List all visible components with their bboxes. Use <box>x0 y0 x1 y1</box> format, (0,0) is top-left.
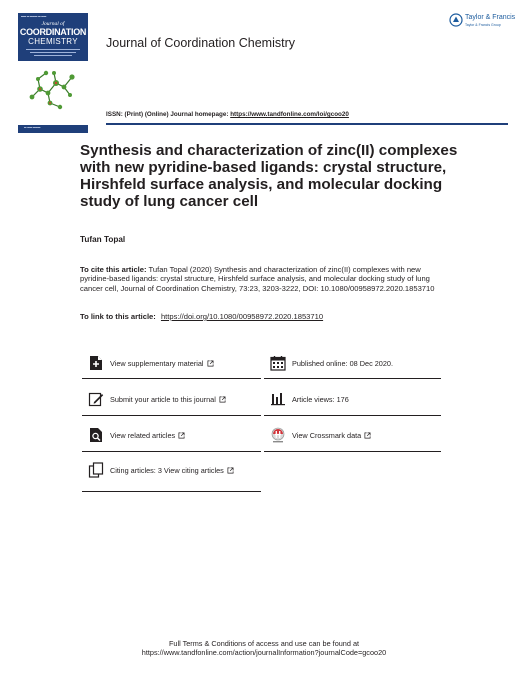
issn-label: ISSN: (Print) (Online) Journal homepage: <box>106 111 229 118</box>
submit-label: Submit your article to this journal <box>110 395 216 404</box>
citing-label: Citing articles: 3 View citing articles <box>110 466 224 475</box>
cover-fine-print: ▬▬ ▬ ▬▬▬ ▬ ▬▬ <box>21 15 47 18</box>
crossmark-label: View Crossmark data <box>292 431 362 440</box>
article-views <box>270 390 448 414</box>
external-link-icon <box>219 396 226 403</box>
external-link-icon <box>364 432 371 439</box>
divider <box>264 415 441 416</box>
published-date <box>270 354 448 378</box>
publisher-tagline: Taylor & Francis Group <box>465 23 501 27</box>
calendar-icon <box>270 355 286 371</box>
view-related-button[interactable] <box>88 426 266 450</box>
views-label: Article views: 176 <box>292 395 349 404</box>
publisher-logo[interactable] <box>449 12 519 36</box>
copy-documents-icon <box>88 462 104 478</box>
supplementary-label: View supplementary material <box>110 359 204 368</box>
article-title: Synthesis and characterization of zinc(II) complexes with new pyridine-based ligands: crystal structure, Hirshfeld surface analysis, and molecular docking study of lung cancer cell <box>80 142 458 210</box>
view-supplementary-button[interactable] <box>88 354 266 378</box>
bar-chart-icon <box>270 391 286 407</box>
cover-footer-print: ▬ ▬▬ ▬▬▬ <box>24 126 41 129</box>
journal-homepage-link[interactable]: https://www.tandfonline.com/loi/gcoo20 <box>230 111 349 118</box>
cover-coordination: COORDINATION <box>19 27 87 37</box>
header-divider <box>106 123 508 125</box>
citation-block <box>80 265 440 293</box>
divider <box>82 491 261 492</box>
divider <box>82 451 261 452</box>
view-crossmark-button[interactable] <box>270 426 448 450</box>
external-link-icon <box>227 467 234 474</box>
doi-link[interactable]: https://doi.org/10.1080/00958972.2020.1853710 <box>160 312 324 321</box>
publisher-name: Taylor & Francis <box>465 14 516 21</box>
divider <box>82 378 261 379</box>
cover-text-lines <box>24 48 82 58</box>
cover-chemistry: CHEMISTRY <box>28 37 78 46</box>
article-link-label: To link to this article: <box>80 312 156 321</box>
footer <box>0 639 528 657</box>
view-citing-articles-button[interactable] <box>88 461 266 485</box>
submit-article-button[interactable] <box>88 390 266 414</box>
divider <box>264 378 441 379</box>
cover-journal-of: Journal of <box>41 21 65 27</box>
document-plus-icon <box>88 355 104 371</box>
external-link-icon <box>178 432 185 439</box>
published-label: Published online: 08 Dec 2020. <box>292 359 394 368</box>
crossmark-icon <box>270 427 286 443</box>
article-link-line <box>80 312 323 321</box>
external-link-icon <box>207 360 214 367</box>
divider <box>264 451 441 452</box>
related-label: View related articles <box>110 431 176 440</box>
journal-title: Journal of Coordination Chemistry <box>106 36 295 50</box>
journal-cover <box>18 13 88 129</box>
edit-pencil-icon <box>88 391 104 407</box>
document-search-icon <box>88 427 104 443</box>
molecule-icon <box>26 63 80 115</box>
issn-line <box>106 111 349 118</box>
footer-terms-line: Full Terms & Conditions of access and use can be found at <box>168 639 360 648</box>
divider <box>82 415 261 416</box>
citation-label: To cite this article: <box>80 265 147 274</box>
author-name: Tufan Topal <box>80 235 126 244</box>
publisher-emblem-icon <box>449 13 463 27</box>
citation-text: Tufan Topal (2020) Synthesis and characterization of zinc(II) complexes with new pyridine-based ligands: crystal structure, Hirshfeld surface analysis, and molecular docking study of lung cancer cell, Journal of Coordination Chemistry, 73:23, 3203-3222, DOI: 10.1080/00958972.2020.1853710 <box>80 265 435 293</box>
footer-terms-link[interactable]: https://www.tandfonline.com/action/journalInformation?journalCode=gcoo20 <box>141 648 387 657</box>
